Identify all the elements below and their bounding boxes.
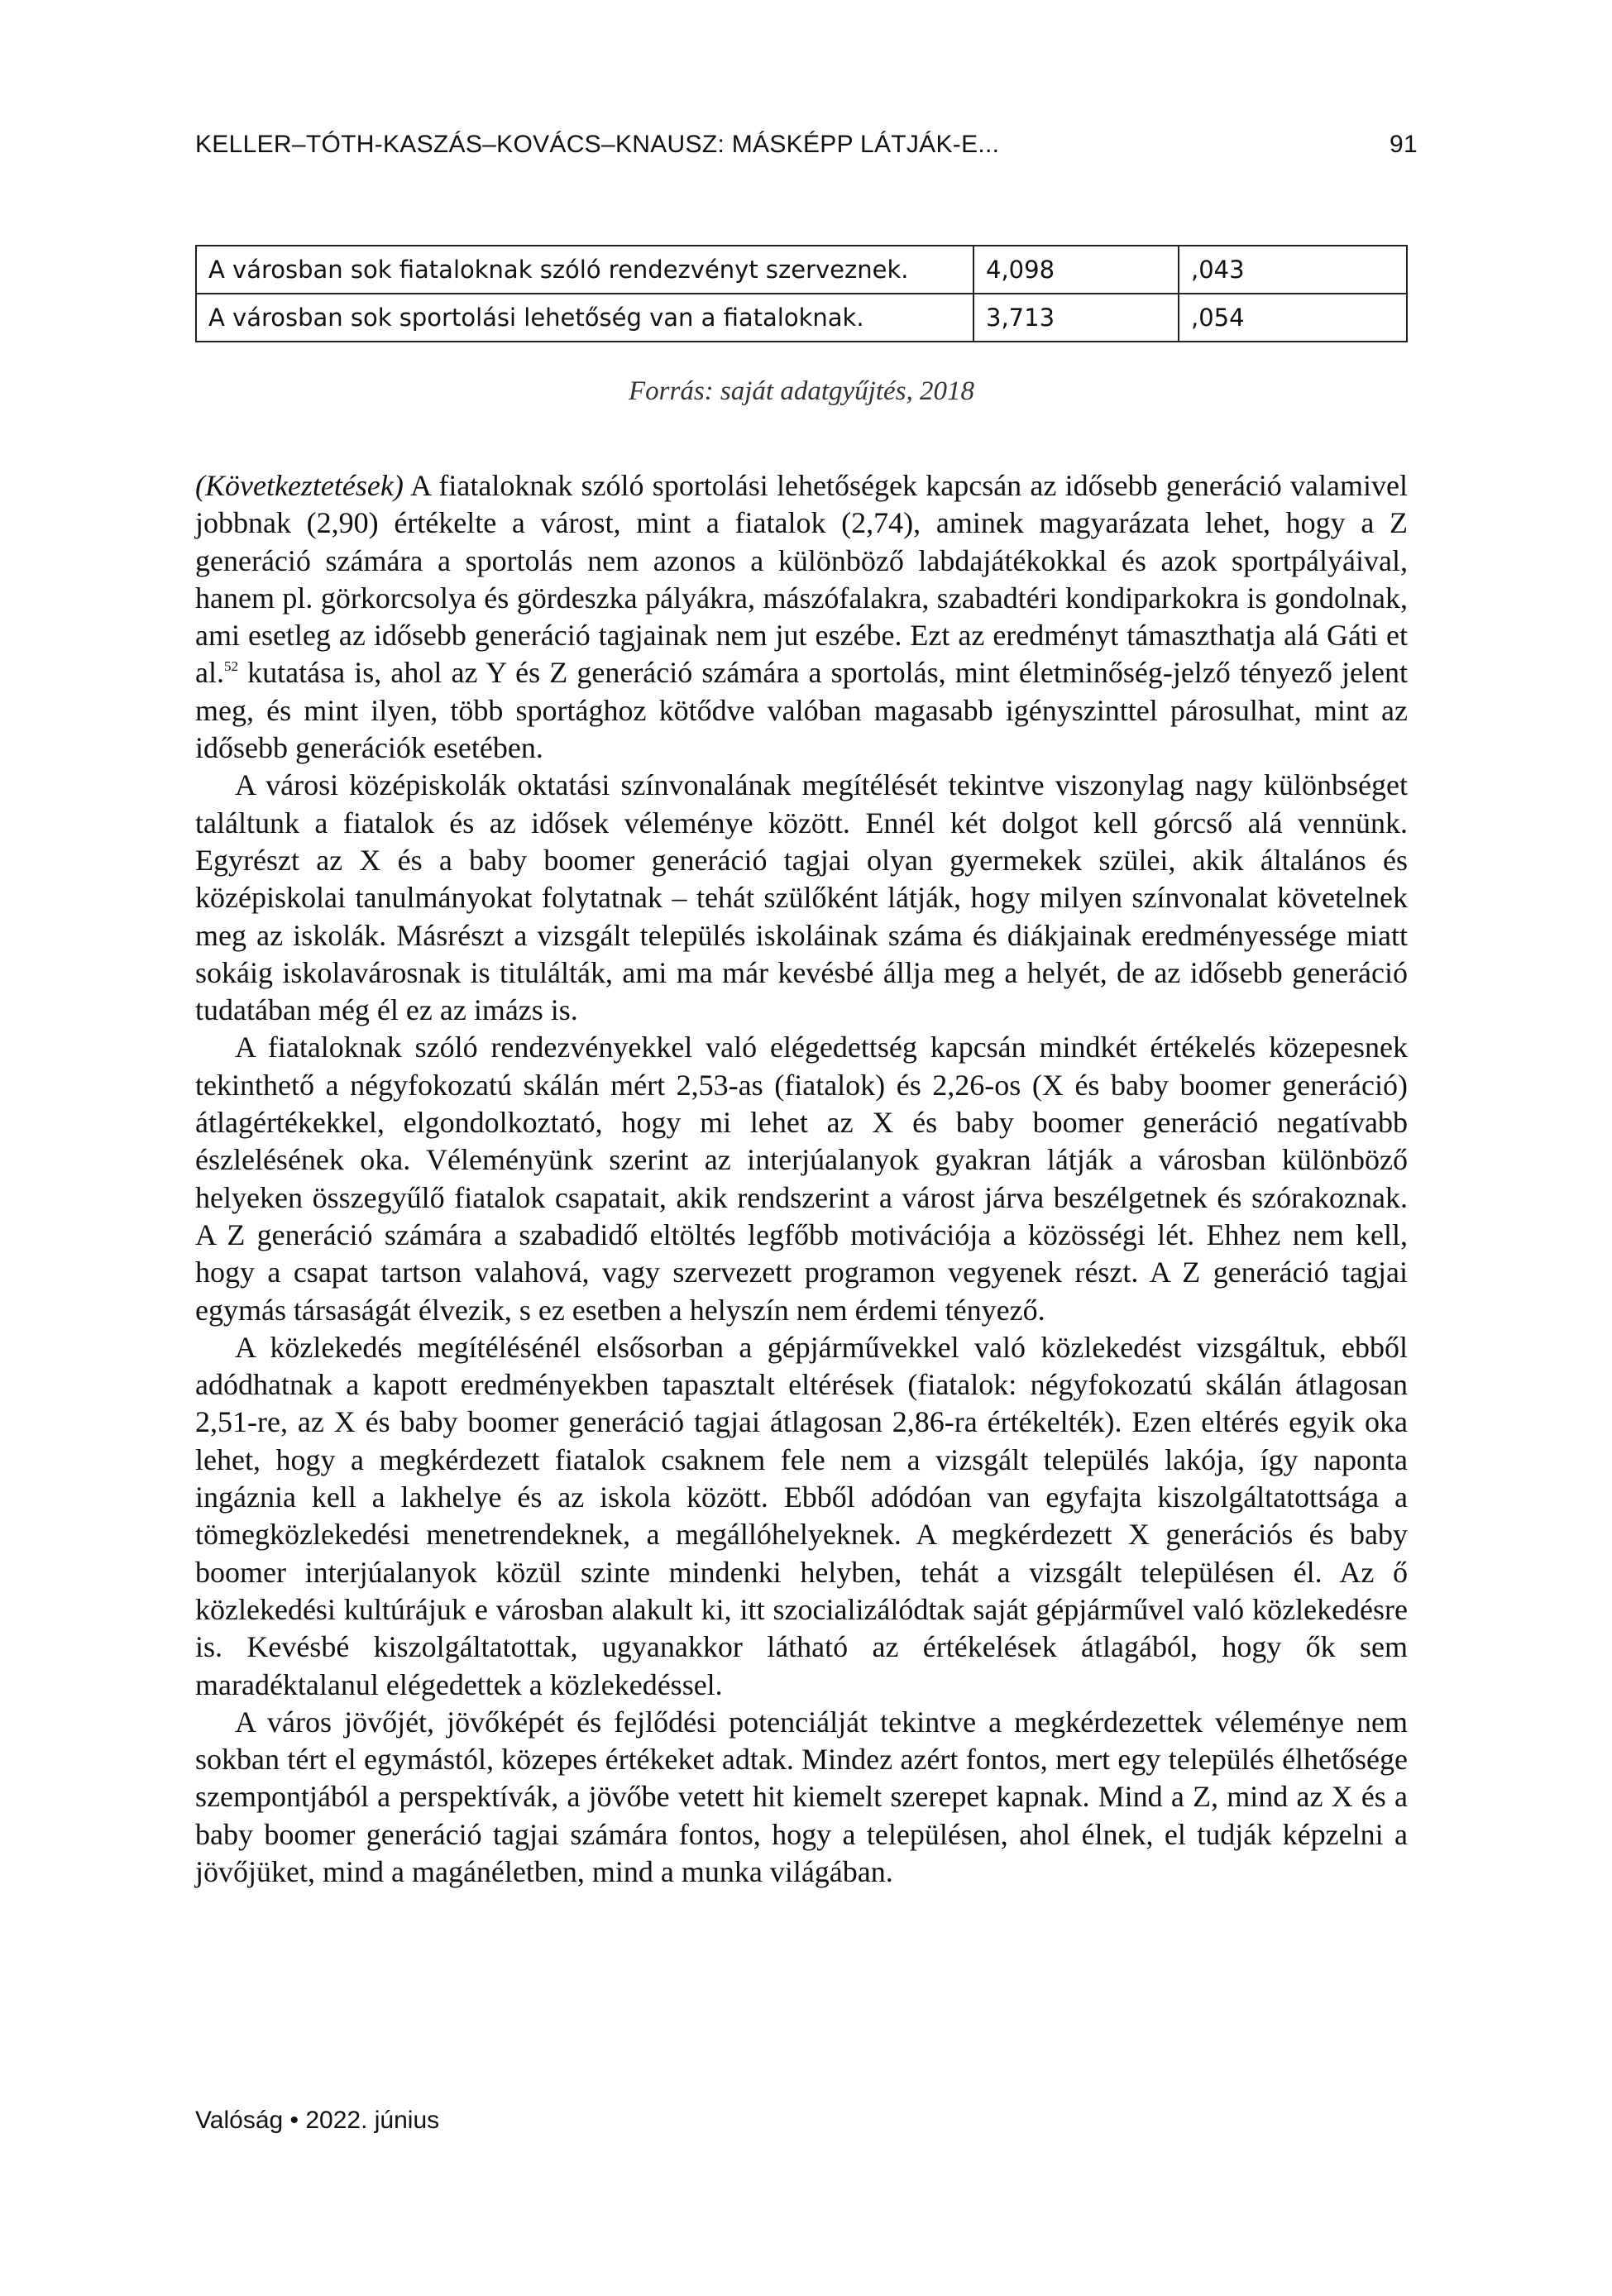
paragraph-text: A fiataloknak szóló sportolási lehetőségek kapcsán az idősebb generáció valamivel jobbnak (2,90) értékelte a várost, mint a fiatalok (2,74), aminek magyarázata lehet, hogy a Z generáció számára a sportolás nem azonos a különböző labdajátékokkal és azok sportpályáival, hanem pl. görkorcsolya és gördeszka pályákra, mászófalakra, szabadtéri kondiparkokra is gondolnak, ami esetleg az idősebb generáció tagjainak nem jut eszébe. Ezt az eredményt támaszthatja alá Gáti et al. (195, 469, 1408, 690)
paragraph-future: A város jövőjét, jövőképét és fejlődési potenciálját tekintve a megkérdezettek véleménye nem sokban tért el egymástól, közepes értékeket adtak. Mindez azért fontos, mert egy település élhetősége szempontjából a perspektívák, a jövőbe vetett hit kiemelt szerepet kapnak. Mind a Z, mind az X és a baby boomer generáció tagjai számára fontos, hogy a településen, ahol élnek, el tudják képzelni a jövőjüket, mind a magánéletben, mind a munka világában. (195, 1705, 1408, 1888)
table-row (196, 246, 1407, 294)
running-title: KELLER–TÓTH-KASZÁS–KOVÁCS–KNAUSZ: MÁSKÉPP LÁTJÁK-E... (195, 131, 1000, 158)
table-cell-significance: ,043 (1179, 246, 1407, 294)
table-cell-statement: A városban sok fiataloknak szóló rendezvényt szerveznek. (196, 246, 973, 294)
page-number: 91 (1390, 131, 1418, 158)
running-header (195, 131, 1418, 159)
table-cell-statement: A városban sok sportolási lehetőség van a fiataloknak. (196, 294, 973, 342)
table-cell-value: 3,713 (973, 294, 1179, 342)
table-source-note: Forrás: saját adatgyűjtés, 2018 (629, 376, 974, 406)
paragraph-conclusions (195, 467, 1408, 767)
table-cell-value: 4,098 (973, 246, 1179, 294)
paragraph-events: A fiataloknak szóló rendezvényekkel való elégedettség kapcsán mindkét értékelés közepesnek tekinthető a négyfokozatú skálán mért 2,53-as (fiatalok) és 2,26-os (X és baby boomer generáció) átlagértékekkel, elgondolkoztató, hogy mi lehet az X és baby boomer generáció negatívabb észlelésének oka. Véleményünk szerint az interjúalanyok gyakran látják a városban különböző helyeken összegyűlő fiatalok csapatait, akik rendszerint a várost járva beszélgetnek és szórakoznak. A Z generáció számára a szabadidő eltöltés legfőbb motivációja a közösségi lét. Ehhez nem kell, hogy a csapat tartson valahová, vagy szervezett programon vegyenek részt. A Z generáció tagjai egymás társaságát élvezik, s ez esetben a helyszín nem érdemi tényező. (195, 1031, 1408, 1327)
paragraph-text: kutatása is, ahol az Y és Z generáció számára a sportolás, mint életminőség-jelző tényező jelent meg, és mint ilyen, több sportághoz kötődve valóban magasabb igényszinttel párosulhat, mint az idősebb generációk esetében. (195, 656, 1408, 765)
table-row (196, 294, 1407, 342)
paragraph-transport: A közlekedés megítélésénél elsősorban a gépjárművekkel való közlekedést vizsgáltuk, ebből adódhatnak a kapott eredményekben tapasztalt eltérések (fiatalok: négyfokozatú skálán átlagosan 2,51-re, az X és baby boomer generáció tagjai átlagosan 2,86-ra értékelték). Ezen eltérés egyik oka lehet, hogy a megkérdezett fiatalok csaknem fele nem a vizsgált település lakója, így naponta ingáznia kell a lakhelye és az iskola között. Ebből adódóan van egyfajta kiszolgáltatottsága a tömegközlekedési menetrendeknek, a megállóhelyeknek. A megkérdezett X generációs és baby boomer interjúalanyok közül szinte mindenki helyben, tehát a vizsgált településen él. Az ő közlekedési kultúrájuk e városban alakult ki, itt szocializálódtak saját gépjárművel való közlekedésre is. Kevésbé kiszolgáltatottak, ugyanakkor látható az értékelések átlagából, hogy ők sem maradéktalanul elégedettek a közlekedéssel. (195, 1330, 1408, 1701)
paragraph-schools: A városi középiskolák oktatási színvonalának megítélését tekintve viszonylag nagy különbséget találtunk a fiatalok és az idősek véleménye között. Ennél két dolgot kell górcső alá vennünk. Egyrészt az X és a baby boomer generáció tagjai olyan gyermekek szülei, akik általános és középiskolai tanulmányokat folytatnak – tehát szülőként látják, hogy milyen színvonalat követelnek meg az iskolák. Másrészt a vizsgált település iskoláinak száma és diákjainak eredményessége miatt sokáig iskolavárosnak is titulálták, ami ma már kevésbé állja meg a helyét, de az idősebb generáció tudatában még él ez az imázs is. (195, 768, 1408, 1027)
journal-footer: Valóság • 2022. június (195, 2107, 440, 2134)
table-cell-significance: ,054 (1179, 294, 1407, 342)
results-table (195, 245, 1408, 342)
footnote-reference: 52 (223, 658, 238, 675)
article-body (195, 467, 1408, 1891)
section-lead-label: (Következtetések) (195, 469, 404, 502)
